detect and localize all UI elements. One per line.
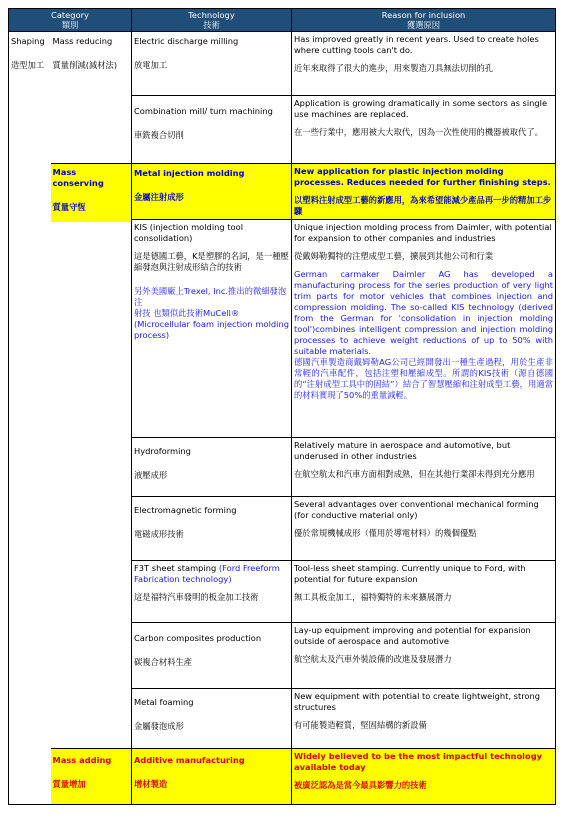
technology-table [8,8,556,805]
reason-text: New application for plastic injection molding processes. Reduces needed for further finishing steps. [294,166,551,187]
reason-text: Lay-up equipment improving and potential for expansion outside of aerospace and automotive [294,625,531,646]
tech-label-extra: (Ford Freeform Fabrication technology) [134,563,280,584]
reason-text-zh: 以塑料注射成型工藝的新應用，為來希望能減少產品再一步的精加工步驟 [294,195,552,216]
tech-cell [132,623,292,689]
tech-cell [132,32,292,96]
reason-cell [292,689,556,749]
reason-cell [292,438,556,497]
header-category-label: Category [51,10,89,20]
tech-label-zh: 放電加工 [134,60,168,70]
header-row [9,9,556,32]
reason-text: Has improved greatly in recent years. Used to create holes where cutting tools can't do. [294,34,539,55]
header-category-label-zh: 類別 [61,20,79,30]
header-technology [132,9,292,32]
mass-adding-label-zh: 質量增加 [52,779,86,789]
tech-label: Electric discharge milling [134,36,239,46]
reason-text-zh: 被廣泛認為是當今最具影響力的技術 [294,780,427,790]
tech-label-zh: 增材製造 [134,779,168,789]
tech-label-zh: 液壓成形 [134,470,168,480]
tech-label-zh: 這是德國工藝，K是塑膠的名詞，是一種壓縮發泡與注射成形結合的技術 [134,251,289,272]
tech-label: Electromagnetic forming [134,505,237,515]
tech-label: Additive manufacturing [134,755,245,765]
tech-label-zh: 電磁成形技術 [134,529,184,539]
tech-label-zh: 這是福特汽車發明的板金加工技術 [134,592,259,602]
kis-detail-zh: 德國汽車製造商戴姆勒AG公司已經開發出一種生產過程，用於生產非常輕的汽車配件，包括注塑和壓縮成型。所謂的KIS技術（源自德國的“注射成型工具中的固結”）結合了智慧壓縮和注射成型工藝，用適當的材料實現了50%的重量減輕。 [294,357,553,400]
reason-cell [292,561,556,623]
reason-text: Widely believed to be the most impactful technology available today [294,751,543,772]
tech-cell-additive [132,749,292,805]
reason-text-zh: 在一些行業中，應用被大大取代，因為一次性使用的機器被取代了。 [294,127,543,137]
header-category [9,9,132,32]
kis-note: 另外美國廠上Trexel, Inc.推出的微細發泡注 [134,286,287,307]
reason-cell [292,497,556,561]
mass-adding-cell [51,749,132,805]
table-row [9,749,556,805]
reason-cell [292,96,556,164]
reason-cell [292,623,556,689]
tech-label-zh: 車銑複合切削 [134,130,184,140]
kis-detail: German carmaker Daimler AG has developed a manufacturing process for the series production of very light trim parts for motor vehicles that combines injection and compression molding. The so-called KIS technology (derived from the German for 'consolidation in injection molding tool')combines intelligent compression and injection molding processes to achieve weight reductions of up to 50% with suitable materials. [294,269,553,356]
mass-conserving-label-block [51,164,132,222]
reason-cell-additive [292,749,556,805]
tech-cell [132,497,292,561]
mass-conserving-label: Mass conserving [52,167,104,188]
header-reason-label-zh: 獲選原因 [406,20,441,30]
mass-reducing-label-zh: 質量削減(減材法) [52,60,118,70]
mass-conserving-cell [51,164,132,749]
tech-label: F3T sheet stamping [134,563,217,573]
tech-cell [132,96,292,164]
tech-label-zh: 碳複合材料生產 [134,657,193,667]
reason-text: Application is growing dramatically in some sectors as single use machines are replaced. [294,98,548,119]
kis-note-3: (Microcellular foam injection molding process) [134,319,289,340]
reason-text: Unique injection molding process from Daimler, with potential for expansion to other companies and industries [294,222,552,243]
reason-text: Relatively mature in aerospace and automotive, but underused in other industries [294,440,511,461]
tech-cell [132,561,292,623]
reason-text-zh: 優於常規機械成形（僅用於導電材料）的幾個優點 [294,528,477,538]
mass-adding-label: Mass adding [52,755,112,765]
reason-text-zh: 近年來取得了很大的進步，用來製造刀具無法切削的孔 [294,63,494,73]
tech-label-zh: 金屬注射成形 [134,192,184,202]
reason-text-zh: 航空航太及汽車外裝設備的改進及發展潛力 [294,654,452,664]
header-reason-label: Reason for inclusion [381,10,466,20]
reason-text: Tool-less sheet stamping. Currently unique to Ford, with potential for future expansion [294,563,526,584]
shaping-label-zh: 造型加工 [11,60,45,70]
tech-cell [132,438,292,497]
tech-label-zh: 金屬發泡成形 [134,721,184,731]
tech-cell-kis [132,220,292,438]
reason-text-zh: 無工具板金加工，福特獨特的未來擴展潛力 [294,592,452,602]
reason-text-zh: 有可能製造輕質，堅固結構的新設備 [294,720,427,730]
tech-label: Metal injection molding [134,168,245,178]
tech-label: Combination mill/ turn machining [134,106,273,116]
mass-conserving-label-zh: 質量守恆 [52,202,86,212]
header-technology-label: Technology [188,10,235,20]
tech-label: KIS (injection molding tool consolidation) [134,222,244,243]
tech-label: Hydroforming [134,446,191,456]
mass-reducing-cell [51,32,132,164]
tech-cell-mim [132,164,292,220]
shaping-label: Shaping [11,36,45,46]
tech-label: Carbon composites production [134,633,262,643]
header-reason [292,9,556,32]
table-row [9,164,556,220]
kis-note-2: 射技 也類似此技術MuCell® [134,308,240,318]
shaping-cell [9,32,51,805]
reason-text: Several advantages over conventional mechanical forming (for conductive material only) [294,499,539,520]
reason-cell-kis [292,220,556,438]
mass-reducing-label: Mass reducing [52,36,113,46]
table-row [9,32,556,96]
reason-cell-mim [292,164,556,220]
header-technology-label-zh: 技術 [203,20,220,30]
reason-text-zh: 在航空航太和汽車方面相對成熟，但在其他行業卻未得到充分應用 [294,469,535,479]
tech-label: Metal foaming [134,697,194,707]
tech-cell [132,689,292,749]
reason-text-zh: 從戴姆勒獨特的注塑成型工藝，擴展到其他公司和行業 [294,251,494,261]
reason-text: New equipment with potential to create lightweight, strong structures [294,691,541,712]
reason-cell [292,32,556,96]
